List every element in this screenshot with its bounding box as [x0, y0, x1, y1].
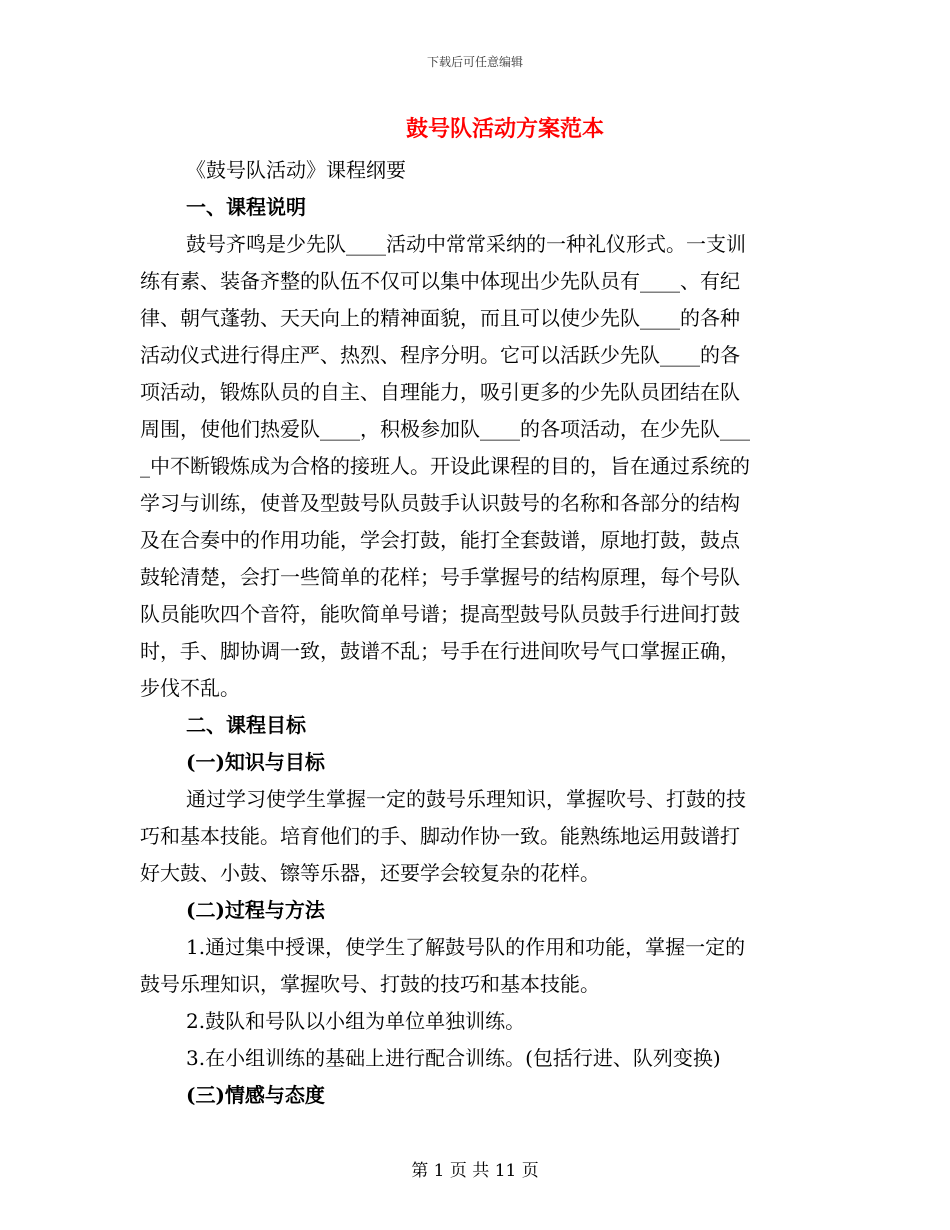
paragraph-line: 活动仪式进行得庄严、热烈、程序分明。它可以活跃少先队____的各: [140, 343, 740, 367]
process-methods-item-3: 3.在小组训练的基础上进行配合训练。(包括行进、队列变换): [186, 1046, 721, 1070]
document-title: 鼓号队活动方案范本: [405, 116, 604, 142]
section-course-description-paragraph: [140, 226, 810, 707]
paragraph-line: 律、朝气蓬勃、天天向上的精神面貌，而且可以使少先队____的各种: [140, 306, 740, 330]
paragraph-line: 项活动，锻炼队员的自主、自理能力，吸引更多的少先队员团结在队: [140, 380, 740, 404]
knowledge-goals-paragraph: [140, 781, 810, 892]
paragraph-line: 鼓轮清楚，会打一些简单的花样；号手掌握号的结构原理，每个号队: [140, 565, 740, 589]
process-methods-item-1: [140, 929, 810, 1003]
paragraph-line: 1.通过集中授课，使学生了解鼓号队的作用和功能，掌握一定的: [186, 935, 746, 959]
page-number-footer: 第 1 页 共 11 页: [411, 1161, 539, 1181]
paragraph-line: 及在合奏中的作用功能，学会打鼓，能打全套鼓谱，原地打鼓，鼓点: [140, 528, 740, 552]
paragraph-line: 鼓号乐理知识，掌握吹号、打鼓的技巧和基本技能。: [140, 972, 600, 996]
section-heading-course-description: 一、课程说明: [186, 195, 306, 219]
paragraph-line: 学习与训练，使普及型鼓号队员鼓手认识鼓号的名称和各部分的结构: [140, 491, 740, 515]
paragraph-line: 周围，使他们热爱队____，积极参加队____的各项活动，在少先队___: [140, 417, 750, 441]
paragraph-line: _中不断锻炼成为合格的接班人。开设此课程的目的，旨在通过系统的: [140, 454, 750, 478]
paragraph-line: 鼓号齐鸣是少先队____活动中常常采纳的一种礼仪形式。一支训: [186, 232, 746, 256]
process-methods-item-2: 2.鼓队和号队以小组为单位单独训练。: [186, 1009, 526, 1033]
subsection-heading-emotion-attitude: (三)情感与态度: [186, 1083, 325, 1107]
section-heading-course-goals: 二、课程目标: [186, 713, 306, 737]
page-header-note: 下载后可任意编辑: [426, 55, 523, 69]
paragraph-line: 时，手、脚协调一致，鼓谱不乱；号手在行进间吹号气口掌握正确，: [140, 639, 740, 663]
course-outline-subtitle: 《鼓号队活动》课程纲要: [186, 158, 406, 182]
paragraph-line: 巧和基本技能。培育他们的手、脚动作协一致。能熟练地运用鼓谱打: [140, 824, 740, 848]
paragraph-line: 好大鼓、小鼓、镲等乐器，还要学会较复杂的花样。: [140, 861, 600, 885]
subsection-heading-process-methods: (二)过程与方法: [186, 898, 325, 922]
paragraph-line: 步伐不乱。: [140, 676, 240, 700]
paragraph-line: 练有素、装备齐整的队伍不仅可以集中体现出少先队员有____、有纪: [140, 269, 740, 293]
subsection-heading-knowledge-goals: (一)知识与目标: [186, 750, 325, 774]
paragraph-line: 通过学习使学生掌握一定的鼓号乐理知识，掌握吹号、打鼓的技: [186, 787, 746, 811]
document-body: [140, 110, 810, 1114]
paragraph-line: 队员能吹四个音符，能吹简单号谱；提高型鼓号队员鼓手行进间打鼓: [140, 602, 740, 626]
